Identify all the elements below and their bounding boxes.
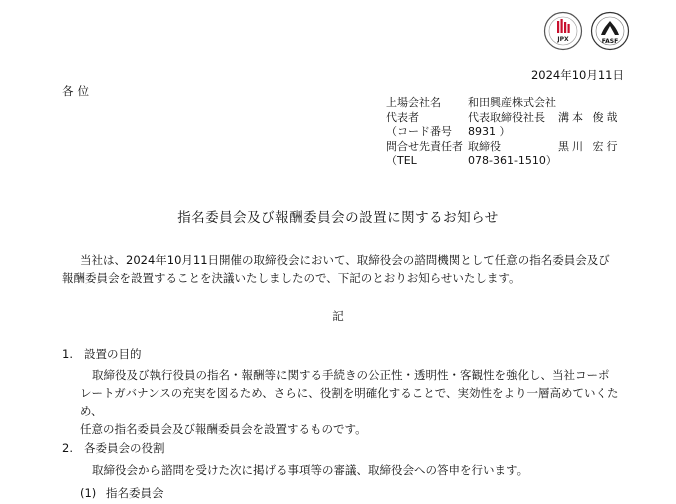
section-1-line: 取締役及び執行役員の指名・報酬等に関する手続きの公正性・透明性・客観性を強化し、当社コーポ — [92, 368, 610, 382]
section-title: 各委員会の役割 — [84, 441, 165, 455]
ki-heading: 記 — [332, 309, 344, 323]
info-label: 問合せ先責任者 — [386, 139, 463, 153]
info-label: 代表者 — [386, 110, 419, 124]
section-1-line: レートガバナンスの充実を図るため、さらに、役割を明確化することで、実効性をより一層高めていくため、 — [80, 386, 619, 418]
intro-line: 報酬委員会を設置することを決議いたしましたので、下記のとおりお知らせいたします。 — [62, 271, 521, 285]
section-1-line: 任意の指名委員会及び報酬委員会を設置するものです。 — [80, 422, 367, 436]
info-value: 8931 ） — [468, 125, 511, 139]
fasf-logo — [590, 11, 630, 51]
fasf-logo-text: FASF — [601, 38, 619, 45]
document-title: 指名委員会及び報酬委員会の設置に関するお知らせ — [177, 210, 499, 226]
intro-line: 当社は、2024年10月11日開催の取締役会において、取締役会の諮問機関として任意の指名委員会及び — [80, 253, 610, 267]
info-person: 溝本 俊哉 — [558, 110, 621, 124]
info-value: 和田興産株式会社 — [468, 96, 556, 109]
section-number: 2. — [62, 441, 73, 455]
info-label: （TEL — [386, 154, 417, 168]
section-title: 設置の目的 — [84, 347, 142, 361]
subsection-1-heading — [80, 485, 164, 501]
info-value: 078-361-1510） — [468, 154, 557, 168]
section-1-body — [80, 366, 620, 438]
section-2-heading — [62, 440, 165, 456]
info-label: 上場会社名 — [386, 96, 441, 109]
jpx-logo — [543, 11, 583, 51]
section-number: 1. — [62, 347, 73, 361]
intro-paragraph — [62, 251, 622, 287]
document-date: 2024年10月11日 — [530, 68, 624, 82]
info-value: 取締役 — [468, 139, 501, 153]
addressee: 各位 — [62, 84, 93, 98]
info-label: （コード番号 — [386, 125, 452, 139]
section-2-body: 取締役会から諮問を受けた次に掲げる事項等の審議、取締役会への答申を行います。 — [92, 463, 529, 477]
jpx-logo-text: JPX — [557, 36, 569, 43]
subsection-number: (1) — [80, 486, 97, 500]
info-value: 代表取締役社長 — [468, 110, 545, 124]
section-1-heading — [62, 346, 142, 362]
info-person: 黒川 宏行 — [558, 139, 621, 153]
subsection-title: 指名委員会 — [106, 486, 164, 500]
